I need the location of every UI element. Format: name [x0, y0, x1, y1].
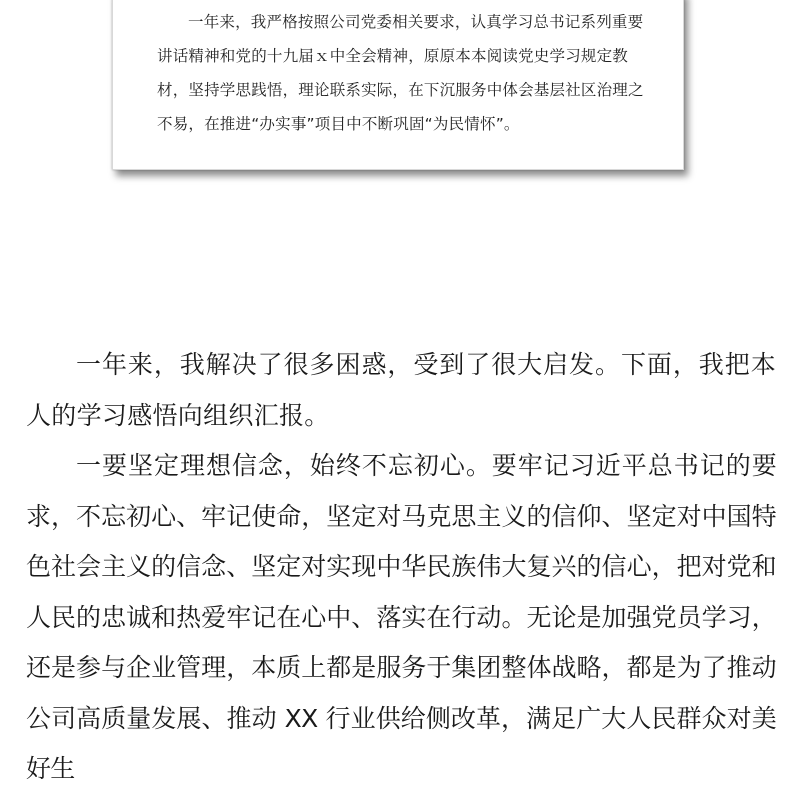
body-paragraph-1: 一年来，我解决了很多困惑，受到了很大启发。下面，我把本人的学习感悟向组织汇报。: [26, 350, 776, 430]
quote-callout-box: [112, 0, 684, 170]
callout-paragraph: 一年来，我严格按照公司党委相关要求，认真学习总书记系列重要讲话精神和党的十九届ｘ中全会精神，原原本本阅读党史学习规定教材，坚持学思践悟，理论联系实际，在下沉服务中体会基层社区治理之不易，在推进“办实事”项目中不断巩固“为民情怀”。: [157, 13, 644, 133]
document-body: [26, 340, 776, 795]
body-paragraph-2: 一要坚定理想信念，始终不忘初心。要牢记习近平总书记的要求，不忘初心、牢记使命，坚定对马克思主义的信仰、坚定对中国特色社会主义的信念、坚定对实现中华民族伟大复兴的信心，把对党和人民的忠诚和热爱牢记在心中、落实在行动。无论是加强党员学习，还是参与企业管理，本质上都是服务于集团整体战略，都是为了推动公司高质量发展、推动 XX 行业供给侧改革，满足广大人民群众对美好生: [26, 451, 776, 783]
